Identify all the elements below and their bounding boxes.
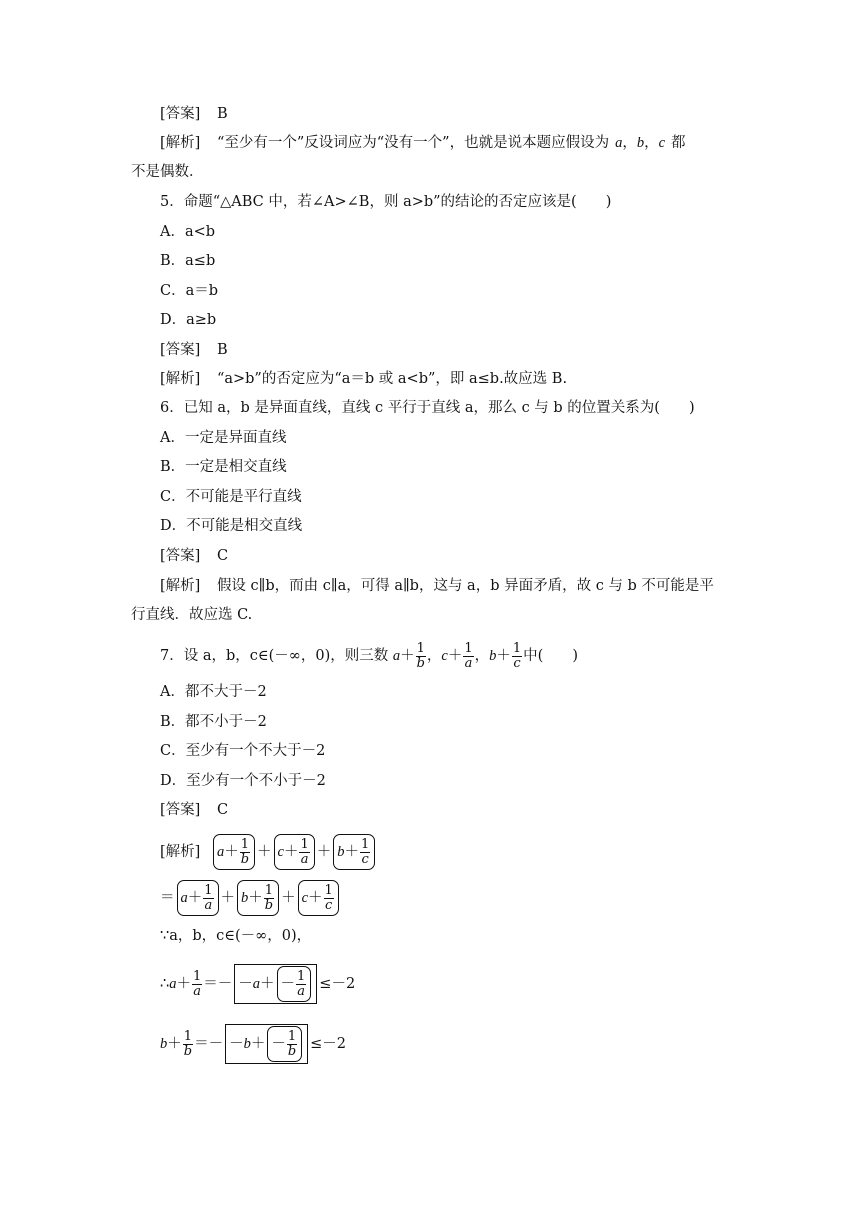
question-7: 7．设 a，b，c∈(－∞，0)，则三数 a＋ $\frac{1}{b}$ ，c＋ $\frac{1}{a}$ ，b＋ $\frac{1}{c}$ 中( ) [160, 640, 578, 671]
option-text: B．都不小于－2 [160, 714, 267, 730]
answer-value: C [216, 548, 229, 564]
option-text: A．a<b [160, 224, 216, 240]
option-text: C．至少有一个不大于－2 [160, 743, 326, 759]
explanation-text: 行直线．故应选 C. [131, 607, 253, 623]
answer-value: B [216, 342, 228, 358]
answer-label: [答案] [160, 802, 201, 818]
question-text: 中( ) [523, 648, 578, 664]
option-text: A．都不大于－2 [160, 684, 267, 700]
explanation-label: [解析] [160, 135, 201, 151]
option-text: C．不可能是平行直线 [160, 489, 302, 505]
question-text: 6．已知 a，b 是异面直线，直线 c 平行于直线 a，那么 c 与 b 的位置关系为( ) [160, 400, 695, 416]
answer-value: B [216, 106, 228, 122]
option-text: A．一定是异面直线 [160, 430, 287, 446]
answer-line [160, 104, 228, 124]
answer-label: [答案] [160, 342, 201, 358]
answer-label: [答案] [160, 106, 201, 122]
option-a [160, 222, 215, 242]
explanation-text: ∵a，b，c∈(－∞，0)， [160, 928, 312, 944]
explanation-text: 假设 c∥b，而由 c∥a，可得 a∥b，这与 a，b 异面矛盾，故 c 与 b 不可能是平 [216, 578, 714, 594]
explanation-text: 都 [671, 135, 686, 151]
explanation-line [160, 926, 311, 946]
explanation-text: “a>b”的否定应为“a＝b 或 a<b”，即 a≤b.故应选 B. [216, 371, 568, 387]
explanation-line [160, 369, 567, 389]
option-a [160, 428, 286, 448]
option-text: D．至少有一个不小于－2 [160, 773, 326, 789]
option-text: D．a≥b [160, 312, 217, 328]
question-5 [160, 192, 611, 212]
option-c [160, 741, 325, 761]
explanation-line [131, 605, 252, 625]
explanation-formula: b＋ $\frac{1}{b}$ ＝－ －b＋ － $\frac{1}{b}$ ≤－2 [160, 1022, 346, 1066]
explanation-formula: [解析] a＋ $\frac{1}{b}$ ＋ c＋ $\frac{1}{a}$ ＋ b＋ $\frac{1}{c}$ [160, 832, 377, 872]
explanation-line [160, 576, 714, 596]
explanation-text: 不是偶数． [131, 164, 204, 180]
explanation-formula: ＝ a＋ $\frac{1}{a}$ ＋ b＋ $\frac{1}{b}$ ＋ c＋ $\frac{1}{c}$ [160, 878, 341, 918]
option-b [160, 712, 267, 732]
option-d [160, 310, 216, 330]
option-text: B．a≤b [160, 253, 216, 269]
question-text: 5．命题“△ABC 中，若∠A>∠B，则 a>b”的结论的否定应该是( ) [160, 194, 612, 210]
answer-line [160, 546, 228, 566]
option-text: C．a＝b [160, 283, 219, 299]
option-a [160, 682, 267, 702]
explanation-text: “至少有一个”反设词应为“没有一个”，也就是说本题应假设为 [216, 135, 610, 151]
option-d [160, 771, 326, 791]
option-c [160, 281, 218, 301]
option-c [160, 487, 302, 507]
answer-line [160, 800, 228, 820]
answer-line [160, 340, 228, 360]
explanation-label: [解析] [160, 578, 201, 594]
inequality: ≤－2 [310, 1036, 347, 1052]
answer-value: C [216, 802, 229, 818]
option-b [160, 457, 287, 477]
explanation-label: [解析] [160, 844, 201, 860]
option-d [160, 516, 302, 536]
option-b [160, 251, 215, 271]
explanation-line [131, 162, 204, 182]
inequality: ≤－2 [319, 976, 356, 992]
question-text: 7．设 a，b，c∈(－∞，0)，则三数 [160, 648, 389, 664]
question-6 [160, 398, 695, 418]
option-text: D．不可能是相交直线 [160, 518, 303, 534]
answer-label: [答案] [160, 548, 201, 564]
explanation-label: [解析] [160, 371, 201, 387]
explanation-line: [解析] “至少有一个”反设词应为“没有一个”，也就是说本题应假设为 a，b，c 都 [160, 135, 686, 151]
explanation-formula: ∴a＋ $\frac{1}{a}$ ＝－ －a＋ － $\frac{1}{a}$ ≤－2 [160, 962, 355, 1006]
option-text: B．一定是相交直线 [160, 459, 287, 475]
